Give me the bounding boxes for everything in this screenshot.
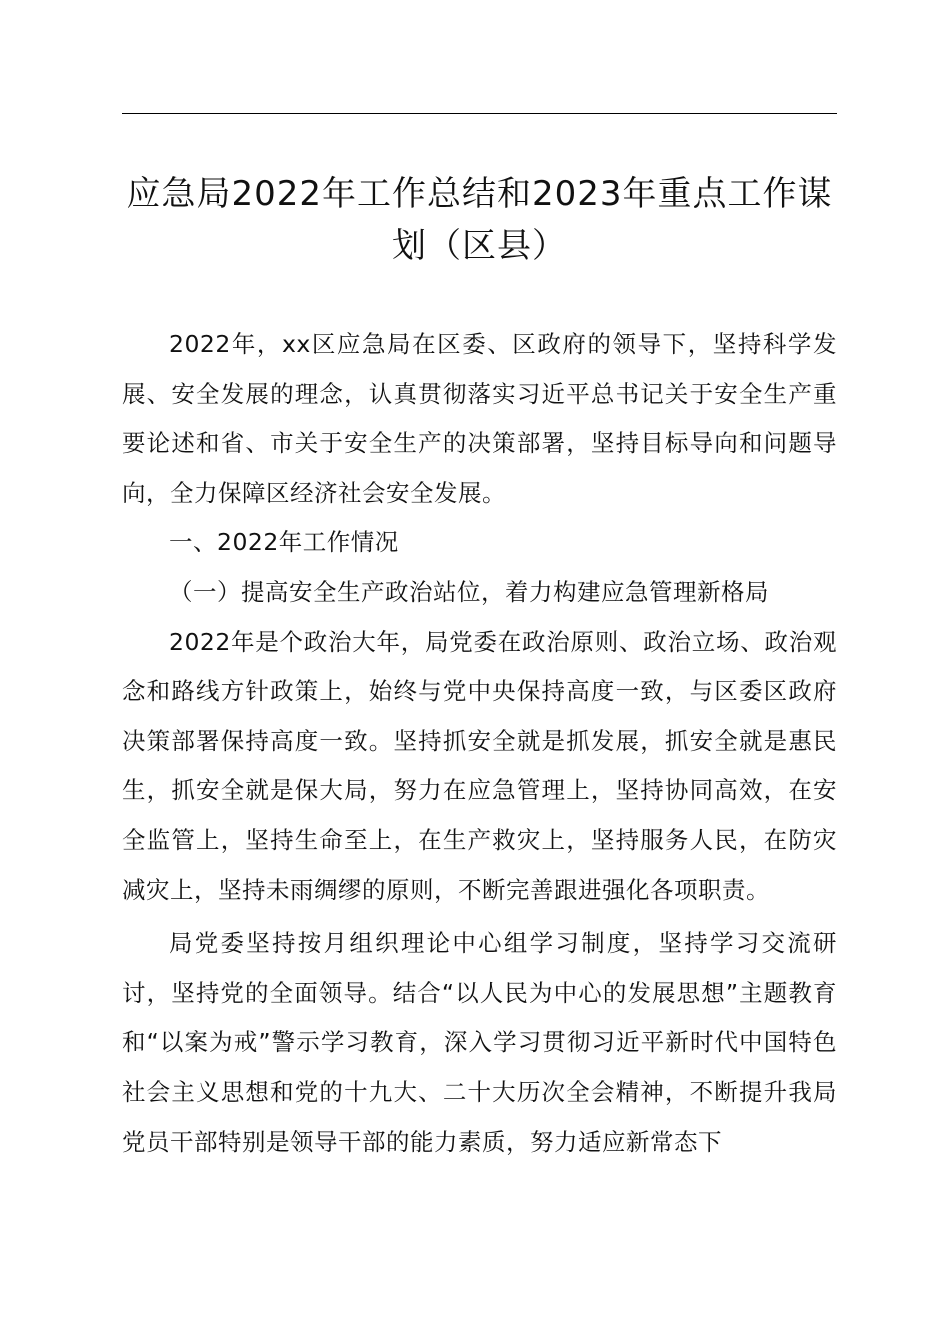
section-heading-1: 一、2022年工作情况: [169, 528, 399, 557]
document-body: [122, 320, 837, 1167]
paragraph-intro: 2022年，xx区应急局在区委、区政府的领导下，坚持科学发展、安全发展的理念，认真贯彻落实习近平总书记关于安全生产重要论述和省、市关于安全生产的决策部署，坚持目标导向和问题导向，全力保障区经济社会安全发展。: [122, 330, 837, 507]
subsection-heading-1: （一）提高安全生产政治站位，着力构建应急管理新格局: [169, 577, 769, 606]
document-title: 应急局2022年工作总结和2023年重点工作谋划（区县）: [126, 174, 833, 266]
header-rule: [122, 113, 837, 114]
paragraph-political: 2022年是个政治大年，局党委在政治原则、政治立场、政治观念和路线方针政策上，始终与党中央保持高度一致，与区委区政府决策部署保持高度一致。坚持抓安全就是抓发展，抓安全就是惠民生，抓安全就是保大局，努力在应急管理上，坚持协同高效，在安全监管上，坚持生命至上，在生产救灾上，坚持服务人民，在防灾减灾上，坚持未雨绸缪的原则，不断完善跟进强化各项职责。: [122, 627, 837, 904]
paragraph-study: 局党委坚持按月组织理论中心组学习制度，坚持学习交流研讨，坚持党的全面领导。结合“以人民为中心的发展思想”主题教育和“以案为戒”警示学习教育，深入学习贯彻习近平新时代中国特色社会主义思想和党的十九大、二十大历次全会精神，不断提升我局党员干部特别是领导干部的能力素质，努力适应新常态下: [122, 929, 837, 1156]
